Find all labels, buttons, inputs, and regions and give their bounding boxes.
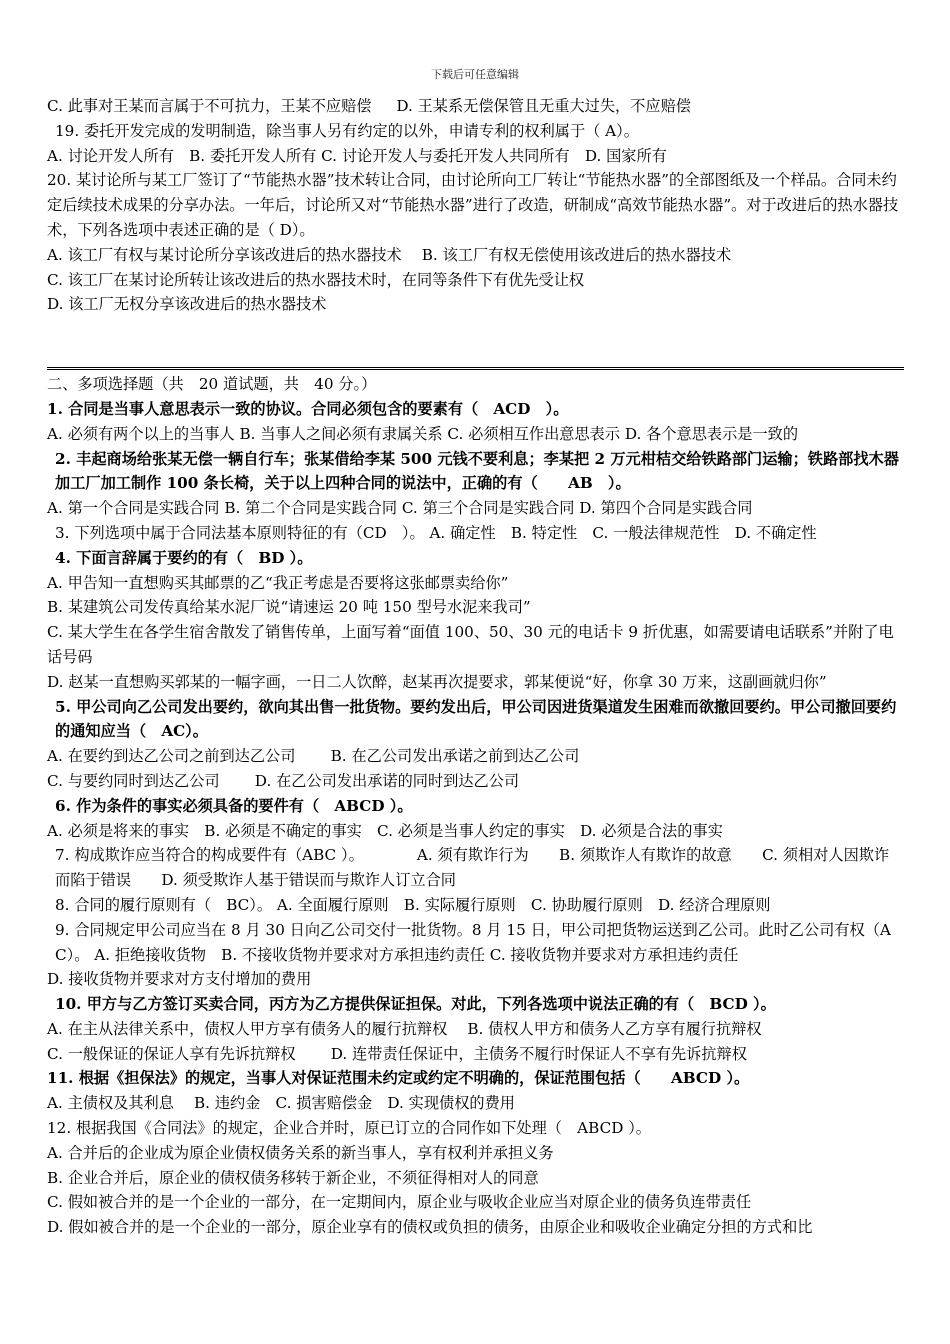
question-3: 3. 下列选项中属于合同法基本原则特征的有（CD ）。 A. 确定性 B. 特定性 C. 一般法律规范性 D. 不确定性 xyxy=(55,523,817,542)
question-10: 10. 甲方与乙方签订买卖合同，丙方为乙方提供保证担保。对此，下列各选项中说法正确的有（ BCD ）。 xyxy=(55,995,776,1014)
text-line: C. 某大学生在各学生宿舍散发了销售传单，上面写着“面值 100、50、30 元的电话卡 9 折优惠，如需要请电话联系”并附了电话号码 xyxy=(47,623,894,666)
text-line: A. 该工厂有权与某讨论所分享该改进后的热水器技术 B. 该工厂有权无偿使用该改进后的热水器技术 xyxy=(47,245,732,264)
question-4: 4. 下面言辞属于要约的有（ BD ）。 xyxy=(55,548,313,567)
section-divider xyxy=(47,367,904,370)
text-line: A. 第一个合同是实践合同 B. 第二个合同是实践合同 C. 第三个合同是实践合同 D. 第四个合同是实践合同 xyxy=(47,499,753,518)
text-line: D. 假如被合并的是一个企业的一部分，原企业享有的债权或负担的债务，由原企业和吸收企业确定分担的方式和比 xyxy=(47,1218,813,1237)
question-1: 1. 合同是当事人意思表示一致的协议。合同必须包含的要素有（ ACD ）。 xyxy=(47,399,569,418)
question-11: 11. 根据《担保法》的规定，当事人对保证范围未约定或约定不明确的，保证范围包括（ ABCD ）。 xyxy=(47,1069,750,1088)
question-2: 2. 丰起商场给张某无偿一辆自行车；张某借给李某 500 元钱不要利息；李某把 2 万元柑桔交给铁路部门运输；铁路部找木器加工厂加工制作 100 条长椅，关于以上四种合同的说法中，正确的有（ AB ）。 xyxy=(55,449,899,493)
question-6: 6. 作为条件的事实必须具备的要件有（ ABCD ）。 xyxy=(55,796,413,815)
text-line: C. 此事对王某而言属于不可抗力，王某不应赔偿 D. 王某系无偿保管且无重大过失，不应赔偿 xyxy=(47,97,691,115)
text-line: D. 该工厂无权分享该改进后的热水器技术 xyxy=(47,295,327,314)
page-header: 下载后可任意编辑 xyxy=(431,68,519,81)
text-line: A. 在要约到达乙公司之前到达乙公司 B. 在乙公司发出承诺之前到达乙公司 xyxy=(47,747,580,766)
text-line: A. 必须有两个以上的当事人 B. 当事人之间必须有隶属关系 C. 必须相互作出意思表示 D. 各个意思表示是一致的 xyxy=(47,424,799,443)
document-body xyxy=(47,94,904,1240)
question-8: 8. 合同的履行原则有（ BC）。 A. 全面履行原则 B. 实际履行原则 C. 协助履行原则 D. 经济合理原则 xyxy=(55,895,771,914)
text-line: B. 企业合并后，原企业的债权债务移转于新企业，不须征得相对人的同意 xyxy=(47,1168,539,1187)
question-12: 12. 根据我国《合同法》的规定，企业合并时，原已订立的合同作如下处理（ ABCD ）。 xyxy=(47,1119,651,1138)
question-9: 9. 合同规定甲公司应当在 8 月 30 日向乙公司交付一批货物。8 月 15 日，甲公司把货物运送到乙公司。此时乙公司有权（AC）。 A. 拒绝接收货物 B. 不接收货物并要求对方承担违约责任 C. 接收货物并要求对方承担违约责任 xyxy=(55,920,891,964)
section-title: 二、多项选择题（共 20 道试题，共 40 分。） xyxy=(47,375,377,394)
text-line: A. 在主从法律关系中，债权人甲方享有债务人的履行抗辩权 B. 债权人甲方和债务人乙方享有履行抗辩权 xyxy=(47,1019,762,1038)
text-line: C. 与要约同时到达乙公司 D. 在乙公司发出承诺的同时到达乙公司 xyxy=(47,771,520,790)
text-line: A. 讨论开发人所有 B. 委托开发人所有 C. 讨论开发人与委托开发人共同所有 D. 国家所有 xyxy=(47,146,667,165)
text-line: C. 该工厂在某讨论所转让该改进后的热水器技术时，在同等条件下有优先受让权 xyxy=(47,270,585,289)
question-7: 7. 构成欺诈应当符合的构成要件有（ABC ）。 A. 须有欺诈行为 B. 须欺诈人有欺诈的故意 C. 须相对人因欺诈而陷于错误 D. 须受欺诈人基于错误而与欺诈人订立合同 xyxy=(55,846,890,890)
question-19: 19. 委托开发完成的发明制造，除当事人另有约定的以外，申请专利的权利属于（ A）。 xyxy=(55,121,639,140)
text-line: C. 假如被合并的是一个企业的一部分，在一定期间内，原企业与吸收企业应当对原企业的债务负连带责任 xyxy=(47,1193,752,1212)
text-line: D. 接收货物并要求对方支付增加的费用 xyxy=(47,970,312,989)
question-5: 5. 甲公司向乙公司发出要约，欲向其出售一批货物。要约发出后，甲公司因进货渠道发生困难而欲撤回要约。甲公司撤回要约的通知应当（ AC）。 xyxy=(55,697,897,741)
text-line: A. 合并后的企业成为原企业债权债务关系的新当事人，享有权利并承担义务 xyxy=(47,1143,554,1162)
question-20: 20. 某讨论所与某工厂签订了“节能热水器”技术转让合同，由讨论所向工厂转让“节能热水器”的全部图纸及一个样品。合同未约定后续技术成果的分享办法。一年后，讨论所又对“节能热水器”进行了改造，研制成“高效节能热水器”。对于改进后的热水器技术，下列各选项中表述正确的是（ D）。 xyxy=(47,171,899,239)
text-line: B. 某建筑公司发传真给某水泥厂说“请速运 20 吨 150 型号水泥来我司” xyxy=(47,598,531,617)
spacer xyxy=(47,317,904,367)
text-line: A. 甲告知一直想购买其邮票的乙“我正考虑是否要将这张邮票卖给你” xyxy=(47,573,509,592)
text-line: D. 赵某一直想购买郭某的一幅字画，一日二人饮醉，赵某再次提要求，郭某便说“好，你拿 30 万来，这副画就归你” xyxy=(47,672,827,691)
text-line: A. 必须是将来的事实 B. 必须是不确定的事实 C. 必须是当事人约定的事实 D. 必须是合法的事实 xyxy=(47,821,723,840)
text-line: C. 一般保证的保证人享有先诉抗辩权 D. 连带责任保证中，主债务不履行时保证人不享有先诉抗辩权 xyxy=(47,1044,747,1063)
text-line: A. 主债权及其利息 B. 违约金 C. 损害赔偿金 D. 实现债权的费用 xyxy=(47,1094,515,1113)
